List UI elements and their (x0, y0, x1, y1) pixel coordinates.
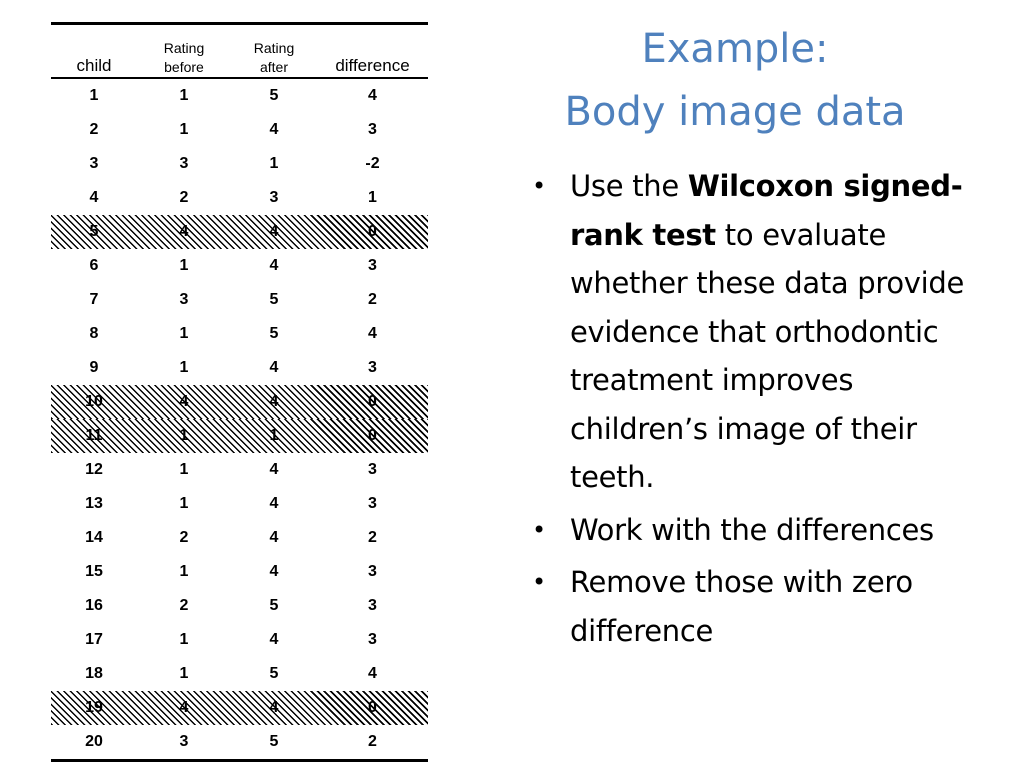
cell-difference: 2 (368, 529, 377, 546)
cell-difference: 2 (368, 733, 377, 750)
cell-rating-before: 2 (179, 529, 189, 546)
bullet-item (528, 162, 998, 502)
cell-rating-after: 5 (269, 665, 279, 682)
cell-rating-before: 1 (179, 563, 189, 580)
cell-rating-after: 4 (269, 495, 279, 512)
cell-rating-after: 5 (269, 87, 279, 104)
cell-rating-before: 1 (179, 121, 189, 138)
body-image-data-table (51, 22, 428, 762)
cell-difference: 0 (368, 699, 377, 716)
bullet-text-segment: to evaluate whether these data provide evidence that orthodontic treatment improves children’s image of their teeth. (570, 217, 965, 494)
cell-rating-before: 1 (179, 495, 189, 512)
table-row-zero-difference (51, 215, 428, 249)
table-row-zero-difference (51, 385, 428, 419)
cell-rating-before: 4 (179, 223, 189, 240)
cell-rating-before: 3 (179, 155, 189, 172)
cell-child: 20 (85, 733, 103, 750)
cell-difference: 4 (368, 325, 377, 342)
cell-rating-before: 1 (179, 359, 189, 376)
cell-rating-after: 4 (269, 393, 279, 410)
cell-rating-before: 3 (179, 733, 189, 750)
cell-difference: 3 (368, 631, 377, 648)
cell-child: 5 (89, 223, 99, 240)
bullet-text (570, 506, 998, 555)
bullet-text-segment: Remove those with zero difference (570, 565, 913, 648)
cell-child: 8 (89, 325, 99, 342)
cell-rating-before: 2 (179, 189, 189, 206)
cell-child: 6 (89, 257, 99, 274)
cell-difference: 0 (368, 427, 377, 444)
cell-child: 3 (89, 155, 99, 172)
bullet-item (528, 558, 998, 655)
table-row (51, 657, 428, 691)
cell-rating-after: 1 (269, 427, 279, 444)
cell-child: 16 (85, 597, 103, 614)
bullet-text-segment: Work with the differences (570, 512, 934, 547)
cell-rating-before: 3 (179, 291, 189, 308)
table-row (51, 623, 428, 657)
table-row-zero-difference (51, 419, 428, 453)
cell-rating-after: 4 (269, 563, 279, 580)
cell-child: 14 (85, 529, 103, 546)
bullet-dot-icon: • (532, 172, 547, 200)
cell-rating-after: 5 (269, 733, 279, 750)
cell-rating-after: 5 (269, 291, 279, 308)
cell-difference: -2 (365, 155, 380, 172)
table-row (51, 589, 428, 623)
bullet-text-segment: Use the (570, 169, 688, 203)
cell-child: 15 (85, 563, 103, 580)
cell-child: 7 (89, 291, 99, 308)
cell-rating-after: 1 (269, 155, 279, 172)
table-row-zero-difference (51, 691, 428, 725)
cell-rating-before: 1 (179, 87, 189, 104)
cell-difference: 3 (368, 359, 377, 376)
title-line-1: Example: (641, 26, 829, 72)
bullet-text (570, 162, 998, 502)
cell-difference: 3 (368, 121, 377, 138)
slide-title (520, 18, 950, 144)
cell-rating-after: 5 (269, 325, 279, 342)
cell-difference: 3 (368, 597, 377, 614)
header-difference: difference (335, 56, 410, 75)
cell-rating-after: 4 (269, 631, 279, 648)
table-row (51, 113, 428, 147)
cell-rating-before: 1 (179, 325, 189, 342)
cell-difference: 3 (368, 563, 377, 580)
cell-rating-after: 4 (269, 529, 279, 546)
cell-child: 9 (89, 359, 99, 376)
table-row (51, 249, 428, 283)
bullet-dot-icon: • (532, 515, 547, 544)
cell-rating-before: 1 (179, 631, 189, 648)
bullet-list (528, 162, 998, 659)
cell-rating-after: 4 (269, 223, 279, 240)
table-row (51, 555, 428, 589)
cell-difference: 1 (368, 189, 377, 206)
header-rating-after (231, 39, 317, 77)
bullet-text-bold: Wilcoxon signed-rank test (570, 169, 963, 252)
cell-difference: 3 (368, 257, 377, 274)
table-row (51, 317, 428, 351)
cell-child: 10 (85, 393, 103, 410)
cell-child: 1 (89, 87, 99, 104)
header-rating-before-line1: Rating (163, 40, 205, 56)
table-header-row (51, 25, 428, 77)
cell-child: 11 (85, 427, 103, 444)
header-rating-after-line2: after (259, 59, 288, 75)
cell-child: 12 (85, 461, 103, 478)
cell-difference: 4 (368, 665, 377, 682)
title-line-2: Body image data (564, 89, 906, 135)
cell-rating-before: 4 (179, 699, 189, 716)
table-row (51, 147, 428, 181)
cell-child: 19 (85, 699, 103, 716)
cell-difference: 0 (368, 223, 377, 240)
cell-rating-before: 1 (179, 461, 189, 478)
bullet-item (528, 506, 998, 555)
cell-rating-before: 1 (179, 665, 189, 682)
cell-child: 13 (85, 495, 103, 512)
table-row (51, 181, 428, 215)
table-row (51, 725, 428, 759)
cell-child: 18 (85, 665, 103, 682)
header-rating-after-line1: Rating (253, 40, 295, 56)
header-child: child (76, 56, 112, 75)
cell-rating-after: 3 (269, 189, 279, 206)
cell-rating-before: 2 (179, 597, 189, 614)
header-rating-before (137, 39, 231, 77)
cell-rating-after: 4 (269, 461, 279, 478)
cell-rating-before: 1 (179, 427, 189, 444)
cell-difference: 4 (368, 87, 377, 104)
bullet-dot-icon: • (532, 568, 547, 596)
table-row (51, 283, 428, 317)
table-row (51, 487, 428, 521)
cell-rating-after: 5 (269, 597, 279, 614)
cell-difference: 0 (368, 393, 377, 410)
bullet-text (570, 558, 998, 655)
cell-difference: 3 (368, 461, 377, 478)
cell-rating-after: 4 (269, 359, 279, 376)
table-row (51, 453, 428, 487)
table-body (51, 79, 428, 759)
cell-rating-after: 4 (269, 121, 279, 138)
cell-child: 17 (85, 631, 103, 648)
cell-difference: 3 (368, 495, 377, 512)
cell-rating-after: 4 (269, 257, 279, 274)
cell-child: 4 (89, 189, 99, 206)
table-bottom-rule (51, 759, 428, 762)
cell-rating-before: 1 (179, 257, 189, 274)
cell-rating-after: 4 (269, 699, 279, 716)
table-row (51, 79, 428, 113)
cell-difference: 2 (368, 291, 377, 308)
table-row (51, 351, 428, 385)
cell-child: 2 (89, 121, 99, 138)
cell-rating-before: 4 (179, 393, 189, 410)
header-rating-before-line2: before (164, 59, 204, 75)
table-row (51, 521, 428, 555)
